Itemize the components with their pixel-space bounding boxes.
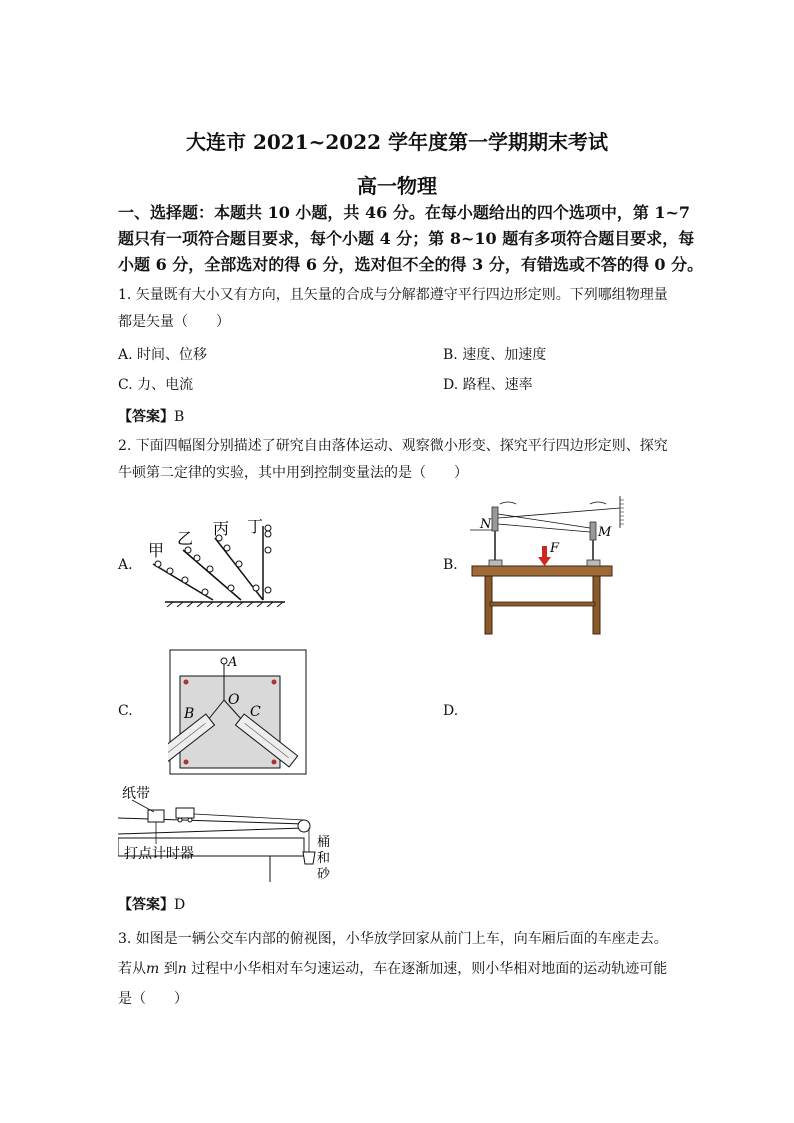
balls-ding — [265, 525, 271, 593]
q2-option-c-letter: C. — [118, 703, 133, 719]
label-jia: 甲 — [148, 541, 165, 560]
q2-option-b-letter: B. — [443, 557, 458, 573]
incline-yi — [183, 550, 241, 600]
timer-box — [148, 810, 164, 822]
label-b: B — [184, 706, 195, 722]
label-c: C — [250, 704, 261, 720]
cart-wheel-2 — [188, 818, 192, 822]
point-a — [221, 658, 227, 664]
q3-stem-line-1: 3. 如图是一辆公交车内部的俯视图，小华放学回家从前门上车，向车厢后面的车座走去。 — [118, 931, 668, 947]
string — [194, 814, 304, 820]
track-top — [118, 818, 304, 824]
scale-ticks — [620, 500, 624, 524]
q1-answer-label: 【答案】 — [118, 409, 174, 425]
q1-option-c: C. 力、电流 — [118, 377, 194, 393]
q2-answer-label: 【答案】 — [118, 897, 174, 913]
table-top — [472, 566, 612, 576]
label-m: M — [598, 525, 612, 540]
q2-answer-value: D — [174, 897, 186, 913]
q3-var-m: m — [146, 961, 160, 977]
q3-text-a: 若从 — [118, 961, 146, 977]
label-bucket-2: 和 — [317, 851, 331, 866]
label-a: A — [228, 655, 238, 670]
label-yi: 乙 — [177, 529, 194, 548]
label-n: N — [480, 517, 492, 532]
label-f: F — [550, 541, 560, 556]
q1-option-b: B. 速度、加速度 — [443, 347, 547, 363]
q2-stem-line-1: 2. 下面四幅图分别描述了研究自由落体运动、观察微小形变、探究平行四边形定则、探究 — [118, 438, 668, 454]
figure-parallelogram-rule — [168, 648, 308, 778]
label-ding: 丁 — [247, 517, 264, 536]
balls-jia — [155, 561, 208, 595]
force-arrow-shaft — [542, 546, 547, 558]
q2-option-a-letter: A. — [118, 557, 133, 573]
label-timer: 打点计时器 — [124, 846, 194, 862]
label-tape: 纸带 — [122, 786, 150, 802]
track-bottom — [118, 828, 304, 834]
bucket — [303, 852, 315, 864]
label-bucket-1: 桶 — [317, 835, 331, 850]
cart-wheel-1 — [178, 818, 182, 822]
figure-newton-second-law — [118, 782, 338, 886]
q3-var-n: n — [177, 961, 187, 977]
exam-subtitle: 高一物理 — [357, 174, 437, 198]
mirror-stand-n — [489, 507, 502, 566]
pulley — [298, 820, 310, 832]
label-bing: 丙 — [213, 519, 230, 538]
q3-stem-line-3: 是（ ） — [118, 991, 188, 1007]
q1-option-a: A. 时间、位移 — [118, 347, 208, 363]
q2-option-d-letter: D. — [443, 703, 459, 719]
force-arrow-head — [538, 557, 551, 566]
q2-answer — [118, 894, 185, 914]
figure-free-fall-inclines — [145, 512, 295, 607]
q3-stem-line-2 — [118, 956, 667, 982]
q3-text-c: 过程中小华相对车匀速运动，车在逐渐加速，则小华相对地面的运动轨迹可能 — [186, 961, 668, 977]
q1-stem-line-1: 1. 矢量既有大小又有方向，且矢量的合成与分解都遵守平行四边形定则。下列哪组物理量 — [118, 287, 668, 303]
q2-stem-line-2: 牛顿第二定律的实验，其中用到控制变量法的是（ ） — [118, 465, 468, 481]
section-instruction-line-2: 题只有一项符合题目要求，每个小题 4 分；第 8~10 题有多项符合题目要求，每 — [118, 229, 695, 248]
exam-title: 大连市 2021~2022 学年度第一学期期末考试 — [185, 130, 608, 154]
q1-answer-value: B — [174, 409, 185, 425]
figure-micro-deformation — [470, 494, 630, 636]
label-o: O — [228, 692, 240, 708]
cart — [176, 808, 194, 818]
q1-option-d: D. 路程、速率 — [443, 377, 533, 393]
section-instruction-line-1: 一、选择题：本题共 10 小题，共 46 分。在每小题给出的四个选项中，第 1~7 — [118, 203, 691, 222]
rotation-arrow-n — [500, 502, 516, 504]
q1-answer — [118, 406, 184, 426]
balls-bing — [216, 535, 259, 591]
table-rail — [490, 602, 595, 606]
rotation-arrow-m — [590, 502, 606, 504]
q3-text-b: 到 — [159, 961, 178, 977]
q1-stem-line-2: 都是矢量（ ） — [118, 314, 230, 330]
section-instruction-line-3: 小题 6 分，全部选对的得 6 分，选对但不全的得 3 分，有错选或不答的得 0 分。 — [118, 255, 704, 274]
label-bucket-3: 砂 — [317, 867, 331, 882]
